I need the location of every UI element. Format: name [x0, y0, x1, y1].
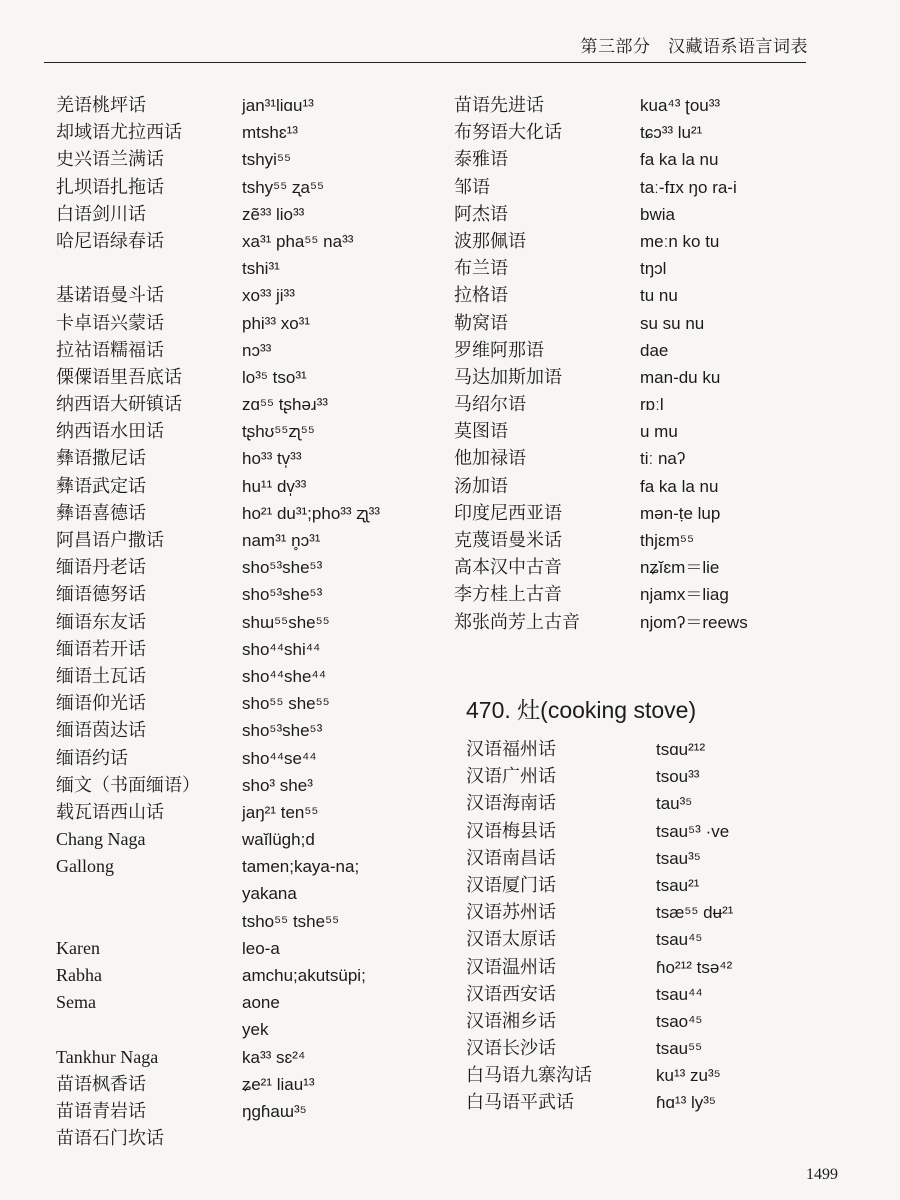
language-name: 卡卓语兴蒙话: [56, 312, 164, 333]
word-form: sho⁴⁴se⁴⁴: [242, 748, 317, 768]
word-entry: [466, 818, 866, 845]
word-entry: [466, 845, 866, 872]
word-entry: [466, 954, 866, 981]
word-entry: [56, 174, 446, 201]
word-entry: [454, 500, 854, 527]
language-name: 汉语广州话: [466, 766, 556, 787]
word-form: tsæ⁵⁵ dʉ²¹: [656, 903, 734, 923]
word-form: tshy⁵⁵ ʐa⁵⁵: [242, 177, 325, 197]
word-entry: [454, 364, 854, 391]
language-name: 白语剑川话: [56, 203, 146, 224]
word-form: sho⁵³she⁵³: [242, 721, 323, 741]
language-name: 汉语梅县话: [466, 820, 556, 841]
word-form: man-du ku: [640, 367, 721, 387]
word-entry: [454, 174, 854, 201]
language-name: 哈尼语绿春话: [56, 230, 164, 251]
language-name: 苗语石门坎话: [56, 1128, 164, 1149]
word-entry: [56, 609, 446, 636]
word-form: leo-a: [242, 938, 280, 958]
word-form: tŋɔl: [640, 259, 667, 279]
language-name: 白马语九寨沟话: [466, 1065, 592, 1086]
language-name: 汉语长沙话: [466, 1038, 556, 1059]
word-entry: [56, 1125, 446, 1152]
word-form: njamx＝liag: [640, 585, 729, 605]
word-entry: [56, 146, 446, 173]
language-name: 汉语海南话: [466, 793, 556, 814]
word-form: nʑĭɛm＝lie: [640, 558, 720, 578]
word-entry: [454, 228, 854, 255]
word-form: tsau³⁵: [656, 848, 701, 868]
word-form: hu¹¹ dv̩³³: [242, 476, 307, 496]
word-form: sho⁴⁴she⁴⁴: [242, 666, 327, 686]
language-name: 汉语温州话: [466, 956, 556, 977]
language-name: 汤加语: [454, 475, 508, 496]
header-rule: [44, 62, 806, 63]
word-entry: [56, 92, 446, 119]
word-form: tsau⁵³ ·ve: [656, 821, 730, 841]
language-name: 缅语仰光话: [56, 693, 146, 714]
word-entry: [454, 146, 854, 173]
word-entry: [56, 282, 446, 309]
right-column-bottom: [466, 736, 866, 1117]
word-entry: [466, 1008, 866, 1035]
word-entry: [454, 92, 854, 119]
word-entry: [466, 1089, 866, 1116]
word-entry: [56, 418, 446, 445]
word-entry: [466, 899, 866, 926]
language-name: 载瓦语西山话: [56, 801, 164, 822]
word-form: aone: [242, 993, 280, 1013]
language-name: 缅语约话: [56, 747, 128, 768]
word-form: tɕɔ³³ lu²¹: [640, 123, 703, 143]
word-entry: [56, 826, 446, 853]
word-entry: [56, 500, 446, 527]
word-form: sho⁵³she⁵³: [242, 585, 323, 605]
word-entry: [56, 228, 446, 255]
language-name: 缅语若开话: [56, 638, 146, 659]
word-entry: [454, 201, 854, 228]
word-form: zɑ⁵⁵ tʂhəɹ³³: [242, 395, 328, 415]
language-name: 苗语青岩话: [56, 1100, 146, 1121]
language-name: 拉祜语糯福话: [56, 339, 164, 360]
word-form: tsao⁴⁵: [656, 1011, 703, 1031]
word-entry: [56, 201, 446, 228]
word-entry: [454, 581, 854, 608]
word-entry: [454, 282, 854, 309]
language-name: 印度尼西亚语: [454, 502, 562, 523]
word-form: tau³⁵: [656, 794, 693, 814]
language-name: 马绍尔语: [454, 394, 526, 415]
word-entry: [56, 581, 446, 608]
word-entry: [466, 736, 866, 763]
language-name: 布努语大化话: [454, 122, 562, 143]
word-form: su su nu: [640, 313, 705, 333]
word-form: sho³ she³: [242, 775, 313, 795]
word-entry: [56, 880, 446, 907]
word-form: njomʔ＝reews: [640, 612, 748, 632]
word-form: yek: [242, 1020, 269, 1040]
right-column-top: [454, 92, 854, 636]
word-entry: [454, 527, 854, 554]
language-name: 克蔑语曼米话: [454, 530, 562, 550]
word-form: nam³¹ n̥ɔ³¹: [242, 531, 321, 550]
language-name: Sema: [56, 992, 96, 1013]
language-name: 扎坝语扎拖话: [56, 176, 164, 197]
word-form: yakana: [242, 884, 297, 904]
word-entry: [56, 527, 446, 554]
language-name: 阿昌语户撒话: [56, 530, 164, 550]
word-form: phi³³ xo³¹: [242, 313, 311, 333]
word-entry: [56, 853, 446, 880]
language-name: Rabha: [56, 965, 102, 985]
language-name: 苗语枫香话: [56, 1073, 146, 1094]
language-name: 纳西语水田话: [56, 421, 164, 442]
language-name: 汉语福州话: [466, 739, 556, 759]
word-form: sho⁴⁴shi⁴⁴: [242, 639, 321, 659]
word-form: kua⁴³ ʈou³³: [640, 96, 721, 115]
word-form: tsau⁵⁵: [656, 1039, 703, 1059]
word-entry: [56, 337, 446, 364]
language-name: 马达加斯加语: [454, 366, 562, 387]
language-name: 缅语东友话: [56, 611, 146, 632]
language-name: 苗语先进话: [454, 95, 544, 115]
language-name: 李方桂上古音: [454, 584, 562, 605]
language-name: 汉语西安话: [466, 983, 556, 1004]
word-entry: [56, 1044, 446, 1071]
word-form: sho⁵³she⁵³: [242, 558, 323, 578]
word-form: lo³⁵ tso³¹: [242, 367, 307, 387]
word-form: ŋɡɦaɯ³⁵: [242, 1101, 307, 1121]
word-entry: [56, 717, 446, 744]
word-form: waĭlügh;d: [242, 830, 315, 850]
language-name: 却域语尤拉西话: [56, 122, 182, 143]
word-entry: [466, 790, 866, 817]
word-form: tsho⁵⁵ tshe⁵⁵: [242, 911, 340, 931]
word-form: u mu: [640, 422, 678, 442]
word-entry: [56, 799, 446, 826]
word-form: ɦo²¹² tsə⁴²: [656, 957, 733, 977]
word-form: tu nu: [640, 286, 678, 306]
language-name: 缅文（书面缅语）: [56, 774, 200, 795]
word-entry: [454, 418, 854, 445]
word-form: fa ka la nu: [640, 476, 719, 496]
word-entry: [56, 1016, 446, 1043]
word-entry: [466, 763, 866, 790]
language-name: 阿杰语: [454, 203, 508, 224]
word-entry: [56, 908, 446, 935]
word-form: ho²¹ du³¹;pho³³ ʐʅ³³: [242, 503, 380, 523]
word-entry: [56, 255, 446, 282]
word-entry: [56, 310, 446, 337]
word-form: tsau⁴⁵: [656, 930, 703, 950]
word-form: dae: [640, 340, 669, 360]
word-entry: [56, 663, 446, 690]
language-name: 布兰语: [454, 258, 508, 279]
running-header: 第三部分 汉藏语系语言词表: [580, 37, 808, 56]
word-entry: [466, 872, 866, 899]
word-entry: [56, 1071, 446, 1098]
section-title: 470. 灶(cooking stove): [466, 697, 697, 723]
word-form: jaŋ²¹ ten⁵⁵: [242, 802, 319, 822]
language-name: 邹语: [454, 176, 490, 197]
word-form: ɦɑ¹³ ly³⁵: [656, 1093, 716, 1113]
language-name: 汉语苏州话: [466, 902, 556, 923]
language-name: 纳西语大研镇话: [56, 394, 182, 415]
page-number: 1499: [806, 1166, 838, 1183]
language-name: Gallong: [56, 856, 114, 877]
word-entry: [56, 772, 446, 799]
language-name: 拉格语: [454, 285, 508, 306]
word-entry: [454, 310, 854, 337]
word-form: tsau⁴⁴: [656, 984, 703, 1004]
language-name: 汉语南昌话: [466, 847, 556, 868]
language-name: 白马语平武话: [466, 1092, 574, 1113]
word-form: tsɑu²¹²: [656, 740, 706, 759]
language-name: 波那佩语: [454, 230, 526, 251]
word-form: ho³³ tv̩³³: [242, 449, 302, 469]
word-entry: [454, 554, 854, 581]
word-form: rɒːl: [640, 395, 664, 415]
word-form: tshi³¹: [242, 259, 280, 279]
language-name: 他加禄语: [454, 448, 526, 469]
word-entry: [56, 364, 446, 391]
word-entry: [56, 445, 446, 472]
word-entry: [56, 745, 446, 772]
language-name: 羌语桃坪话: [56, 95, 146, 115]
word-entry: [56, 554, 446, 581]
word-entry: [56, 473, 446, 500]
word-entry: [56, 636, 446, 663]
word-form: tshyi⁵⁵: [242, 150, 292, 170]
word-form: ku¹³ zu³⁵: [656, 1066, 721, 1086]
word-form: tʂhʊ⁵⁵zʅ⁵⁵: [242, 422, 315, 442]
language-name: 傈僳语里吾底话: [56, 366, 182, 387]
word-entry: [454, 255, 854, 282]
word-entry: [56, 391, 446, 418]
word-form: amchu;akutsüpi;: [242, 966, 366, 985]
language-name: 汉语厦门话: [466, 874, 556, 895]
word-form: tsau²¹: [656, 875, 700, 895]
language-name: 郑张尚芳上古音: [454, 611, 580, 632]
word-form: shɯ⁵⁵she⁵⁵: [242, 612, 330, 632]
word-form: zẽ³³ lio³³: [242, 204, 305, 224]
word-form: nɔ³³: [242, 340, 272, 360]
word-entry: [56, 1098, 446, 1125]
language-name: 缅语德努话: [56, 584, 146, 605]
language-name: 彝语武定话: [56, 475, 146, 496]
word-entry: [466, 926, 866, 953]
word-entry: [454, 119, 854, 146]
language-name: 彝语撒尼话: [56, 448, 146, 469]
language-name: 莫图语: [454, 421, 508, 442]
left-column: [56, 92, 446, 1152]
word-entry: [56, 962, 446, 989]
language-name: Tankhur Naga: [56, 1046, 159, 1067]
word-entry: [454, 337, 854, 364]
word-form: jan³¹liɑu¹³: [242, 96, 314, 115]
word-form: tamen;kaya-na;: [242, 857, 360, 877]
word-form: ʑe²¹ liau¹³: [242, 1074, 315, 1094]
language-name: 史兴语兰满话: [56, 149, 164, 170]
language-name: 缅语丹老话: [56, 557, 146, 578]
word-form: xo³³ ji³³: [242, 286, 295, 306]
language-name: 缅语土瓦话: [56, 665, 146, 686]
word-entry: [454, 391, 854, 418]
word-form: taː-fɪx ŋo ra-i: [640, 177, 737, 197]
language-name: Karen: [56, 937, 100, 958]
word-form: meːn ko tu: [640, 231, 720, 251]
language-name: Chang Naga: [56, 829, 146, 850]
word-form: thjɛm⁵⁵: [640, 531, 695, 550]
word-entry: [466, 1035, 866, 1062]
word-entry: [56, 690, 446, 717]
language-name: 罗维阿那语: [454, 339, 544, 360]
word-entry: [56, 935, 446, 962]
word-form: fa ka la nu: [640, 150, 719, 170]
word-entry: [466, 1062, 866, 1089]
language-name: 高本汉中古音: [454, 557, 562, 578]
word-entry: [56, 119, 446, 146]
word-form: sho⁵⁵ she⁵⁵: [242, 694, 330, 714]
language-name: 汉语湘乡话: [466, 1010, 556, 1031]
language-name: 勒窝语: [454, 312, 508, 333]
language-name: 彝语喜德话: [56, 502, 146, 523]
language-name: 基诺语曼斗话: [56, 285, 164, 306]
word-form: bwia: [640, 204, 675, 224]
language-name: 缅语茵达话: [56, 720, 146, 741]
word-form: mən-ṭe lup: [640, 503, 721, 523]
word-form: xa³¹ pha⁵⁵ na³³: [242, 231, 354, 251]
word-form: mtshɛ¹³: [242, 123, 298, 143]
word-form: ka³³ sɛ²⁴: [242, 1047, 306, 1067]
word-entry: [466, 981, 866, 1008]
word-form: tiː naʔ: [640, 449, 686, 469]
word-entry: [454, 473, 854, 500]
word-entry: [454, 609, 854, 636]
language-name: 泰雅语: [454, 149, 508, 170]
language-name: 汉语太原话: [466, 929, 556, 950]
word-form: tsou³³: [656, 767, 700, 787]
word-entry: [454, 445, 854, 472]
word-entry: [56, 989, 446, 1016]
